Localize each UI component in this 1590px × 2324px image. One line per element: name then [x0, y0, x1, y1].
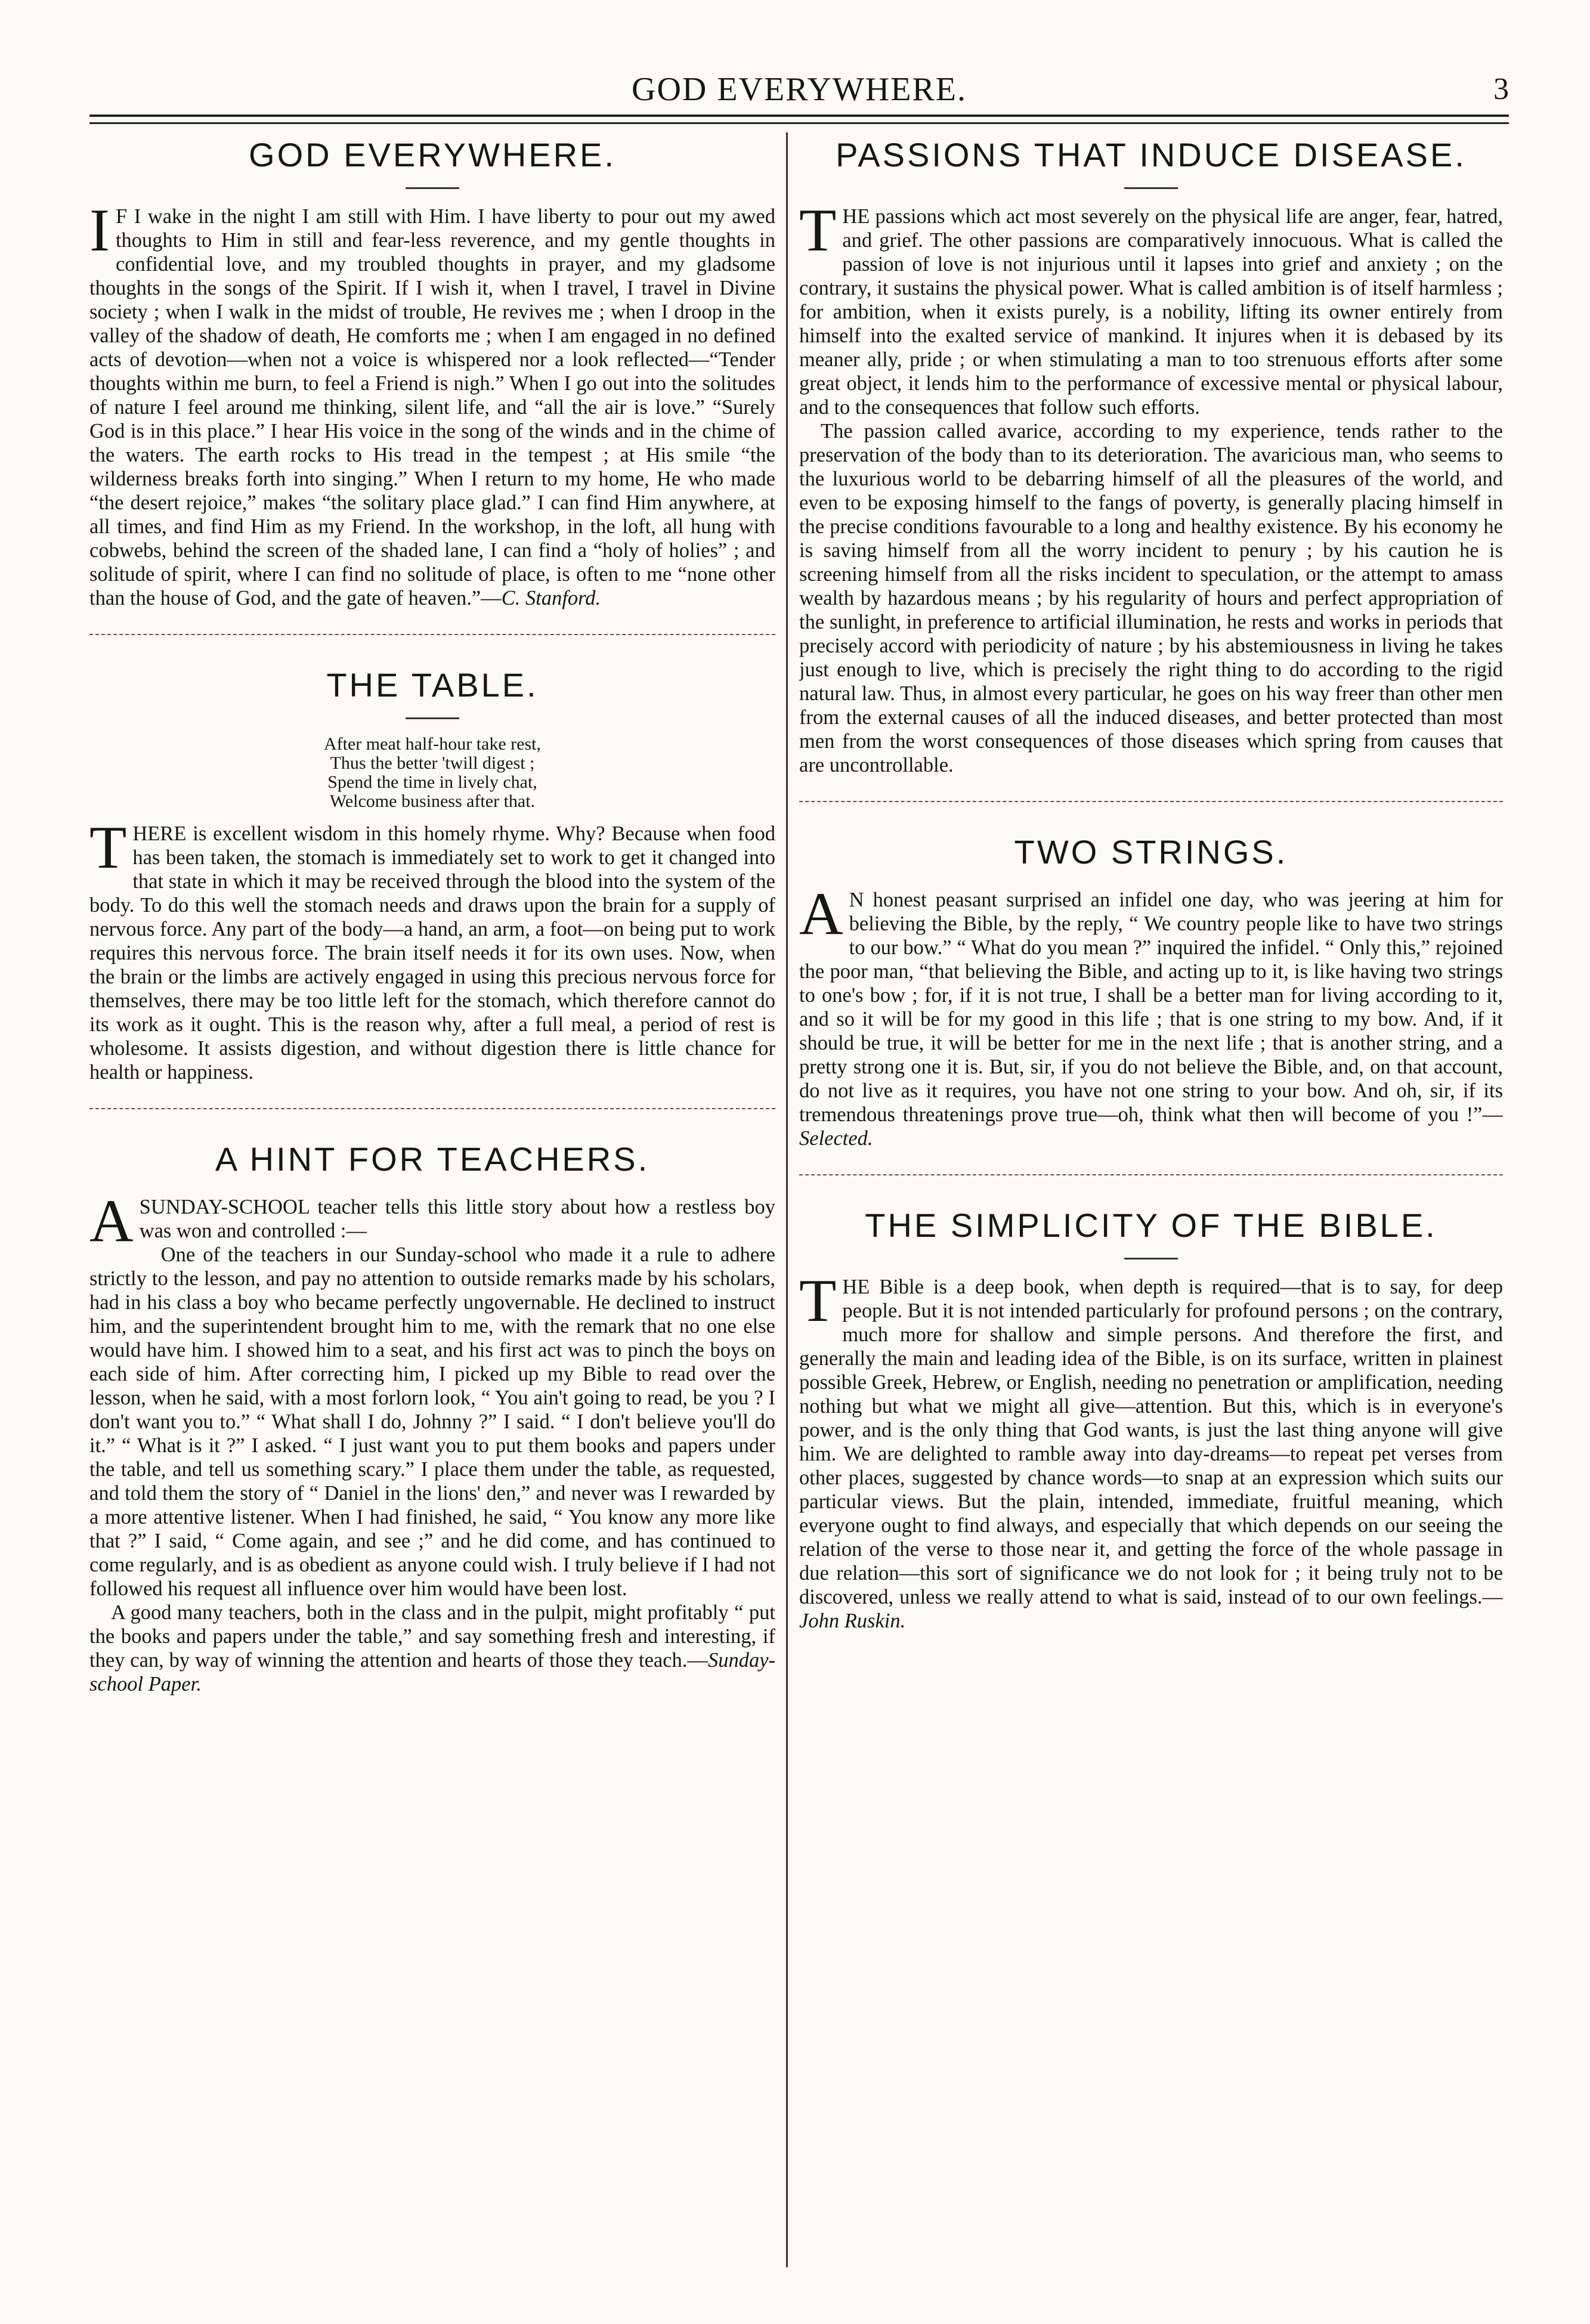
title-rule [406, 717, 459, 719]
article-title: THE TABLE. [326, 666, 539, 704]
verse-line: After meat half-hour take rest, [324, 734, 541, 754]
article-title: GOD EVERYWHERE. [249, 136, 616, 174]
column-divider [786, 132, 788, 2267]
left-column [89, 132, 775, 2267]
title-rule [1124, 187, 1178, 189]
article-title: TWO STRINGS. [1014, 833, 1288, 871]
article-body-2: The passion called avarice, according to my experience, tends rather to the preservation of the body than to its deterioration. The avaricious man, who seems to the luxurious world to be debarring himself of all the pleasures of the world, and even to be exposing himself to the fangs of poverty, is generally placing himself in the precise conditions favourable to a long and healthy existence. By his economy he is saving himself from all the worry incident to penury ; by his caution he is screening himself from all the risks incident to speculation, or the attempt to amass wealth by hazardous means ; by his regularity of hours and perfect appropriation of the sunlight, in preference to artificial illumination, he rests and works in periods that precisely accord with periodicity of nature ; by his abstemiousness in living he takes just enough to live, which is precisely the right thing to do according to the rigid natural law. Thus, in almost every particular, he goes on his way freer than other men from the external causes of all the induced diseases, and better protected than most men from the worst consequences of those diseases which spring from causes that are uncontrollable. [799, 420, 1503, 776]
header-rule-thin [89, 122, 1509, 124]
verse-line: Spend the time in lively chat, [327, 772, 537, 792]
verse [89, 735, 775, 811]
title-rule [1124, 1258, 1178, 1260]
article-the-table [89, 663, 775, 1084]
verse-line: Welcome business after that. [329, 791, 536, 811]
article-credit: Sunday-school Paper. [89, 1649, 775, 1695]
verse-line: Thus the better 'twill digest ; [330, 753, 535, 773]
article-body: THE passions which act most severely on the physical life are anger, fear, hatred, and grief. The other passions are comparatively innocuous. What is called the passion of love is not injurious until it lapses into grief and anxiety ; on the contrary, it sustains the physical power. What is called ambition is of itself harmless ; for ambition, when it exists purely, is a nobility, lifting its owner entirely from himself into the exalted service of mankind. It injures when it is debased by its meaner ally, pride ; or when stimulating a man to too strenuous efforts after some great object, it lends him to the performance of excessive mental or physical labour, and to the consequences that follow such efforts. [799, 197, 1503, 419]
article-hint-for-teachers [89, 1137, 775, 1696]
article-credit: C. Stanford. [501, 587, 601, 609]
article-body: AN honest peasant surprised an infidel one day, who was jeering at him for believing the Bible, by the reply, “ We country people like to have two strings to our bow.” “ What do you mean ?” inquired the infidel. “ Only this,” rejoined the poor man, “that believing the Bible, and acting up to it, is like having two strings to one's bow ; for, if it is not true, I shall be a better man for living according to it, and so it will be for my good in this life ; that is one string to my bow. And, if it should be true, it will be better for me in the next life ; that is another string, and a pretty strong one it is. But, sir, if you do not believe the Bible, and, on that account, do not live as it requires, you have not one string to your bow. And oh, sir, if its tremendous threatenings prove true—oh, think what then will become of you !”—Selected. [799, 880, 1503, 1150]
article-separator [799, 1174, 1503, 1175]
article-god-everywhere [89, 132, 775, 610]
article-body: One of the teachers in our Sunday-school who made it a rule to adhere strictly to the lesson, and pay no attention to outside remarks made by his scholars, had in his class a boy who became perfectly ungovernable. He declined to instruct him, and the superintendent brought him to me, with the remark that no one else would have him. I showed him to a seat, and his first act was to pinch the boys on each side of him. After correcting him, I picked up my Bible to read over the lesson, when he said, with a most forlorn look, “ You ain't going to read, be you ? I don't want you to.” “ What shall I do, Johnny ?” I said. “ I don't believe you'll do it.” “ What is it ?” I asked. “ I just want you to put them books and papers under the table, and tell us something scary.” I place them under the table, as requested, and told them the story of “ Daniel in the lions' den,” and never was I rewarded by a more attentive listener. When I had finished, he said, “ You know any more like that ?” I said, “ Come again, and see ;” and he did come, and has continued to come regularly, and is as obedient as anyone could wish. I truly believe if I had not followed his request all influence over him would have been lost. [89, 1243, 775, 1600]
running-head [89, 72, 1509, 107]
article-simplicity [799, 1203, 1503, 1633]
article-separator [89, 634, 775, 635]
article-separator [89, 1108, 775, 1109]
article-body: IF I wake in the night I am still with Him. I have liberty to pour out my awed thoughts to Him in still and fear-less reverence, and my gentle thoughts in confidential love, and my troubled thoughts in prayer, and my gladsome thoughts in the songs of the Spirit. If I wish it, when I travel, I travel in Divine society ; when I walk in the midst of trouble, He revives me ; when I droop in the valley of the shadow of death, He comforts me ; when I am engaged in no defined acts of devotion—when not a voice is whispered nor a look reflected—“Tender thoughts within me burn, to feel a Friend is nigh.” When I go out into the solitudes of nature I feel around me thinking, silent life, and “all the air is love.” “Surely God is in this place.” I hear His voice in the song of the winds and in the chime of the waters. The earth rocks to His tread in the tempest ; at His smile “the wilderness breaks forth into singing.” When I return to my home, He who made “the desert rejoice,” makes “the solitary place glad.” I can find Him anywhere, at all times, and find Him as my Friend. In the workshop, in the loft, all hung with cobwebs, behind the screen of the shaded lane, I can find a “holy of holies” ; and solitude of spirit, where I can find no solitude of place, is often to me “none other than the house of God, and the gate of heaven.”—C. Stanford. [89, 197, 775, 609]
header-rule [89, 115, 1509, 117]
article-title: THE SIMPLICITY OF THE BIBLE. [865, 1206, 1437, 1244]
article-body: THERE is excellent wisdom in this homely rhyme. Why? Because when food has been taken, the stomach is immediately set to work to get it changed into that state in which it may be received through the blood into the system of the body. To do this well the stomach needs and draws upon the brain for a supply of nervous force. Any part of the body—a hand, an arm, a foot—on being put to work requires this nervous force. The brain itself needs it for its own uses. Now, when the brain or the limbs are actively engaged in using this precious nervous force for themselves, there may be too little left for the stomach, which therefore cannot do its work as it ought. This is the reason why, after a full meal, a period of rest is wholesome. It assists digestion, and without digestion there is little chance for health or happiness. [89, 814, 775, 1084]
article-separator [799, 801, 1503, 802]
article-body: THE Bible is a deep book, when depth is required—that is to say, for deep people. But it is not intended particularly for profound persons ; on the contrary, much more for shallow and simple persons. And therefore the first, and generally the main and leading idea of the Bible, is on its surface, written in plainest possible Greek, Hebrew, or English, needing no penetration or amplification, needing nothing but what we might all give—attention. But this, which is in everyone's power, and is the only thing that God wants, is just the last thing anyone will give him. We are delighted to ramble away into day-dreams—to repeat pet verses from other places, suggested by chance words—to snap at an expression which suits our particular views. But the plain, intended, immediate, fruitful meaning, which everyone ought to find always, and especially that which depends on our seeing the relation of the verse to those near it, and getting the force of the whole passage in due relation—this sort of significance we do not look for ; it being truly not to be discovered, unless we really attend to what is said, instead of to our own feelings.—John Ruskin. [799, 1267, 1503, 1632]
title-rule [406, 187, 459, 189]
article-two-strings [799, 830, 1503, 1150]
right-column [799, 132, 1503, 2267]
article-passions [799, 132, 1503, 777]
article-title: PASSIONS THAT INDUCE DISEASE. [836, 136, 1467, 174]
article-intro: ASUNDAY-SCHOOL teacher tells this little story about how a restless boy was won and controlled :— [89, 1187, 775, 1255]
page-number: 3 [1493, 72, 1509, 106]
article-title: A HINT FOR TEACHERS. [215, 1140, 650, 1178]
running-title: GOD EVERYWHERE. [632, 71, 967, 108]
article-credit: Selected. [799, 1127, 873, 1150]
article-closing: A good many teachers, both in the class and in the pulpit, might profitably “ put the books and papers under the table,” and say something fresh and interesting, if they can, by way of winning the attention and hearts of those they teach.—Sunday-school Paper. [89, 1601, 775, 1695]
article-credit: John Ruskin. [799, 1610, 906, 1632]
